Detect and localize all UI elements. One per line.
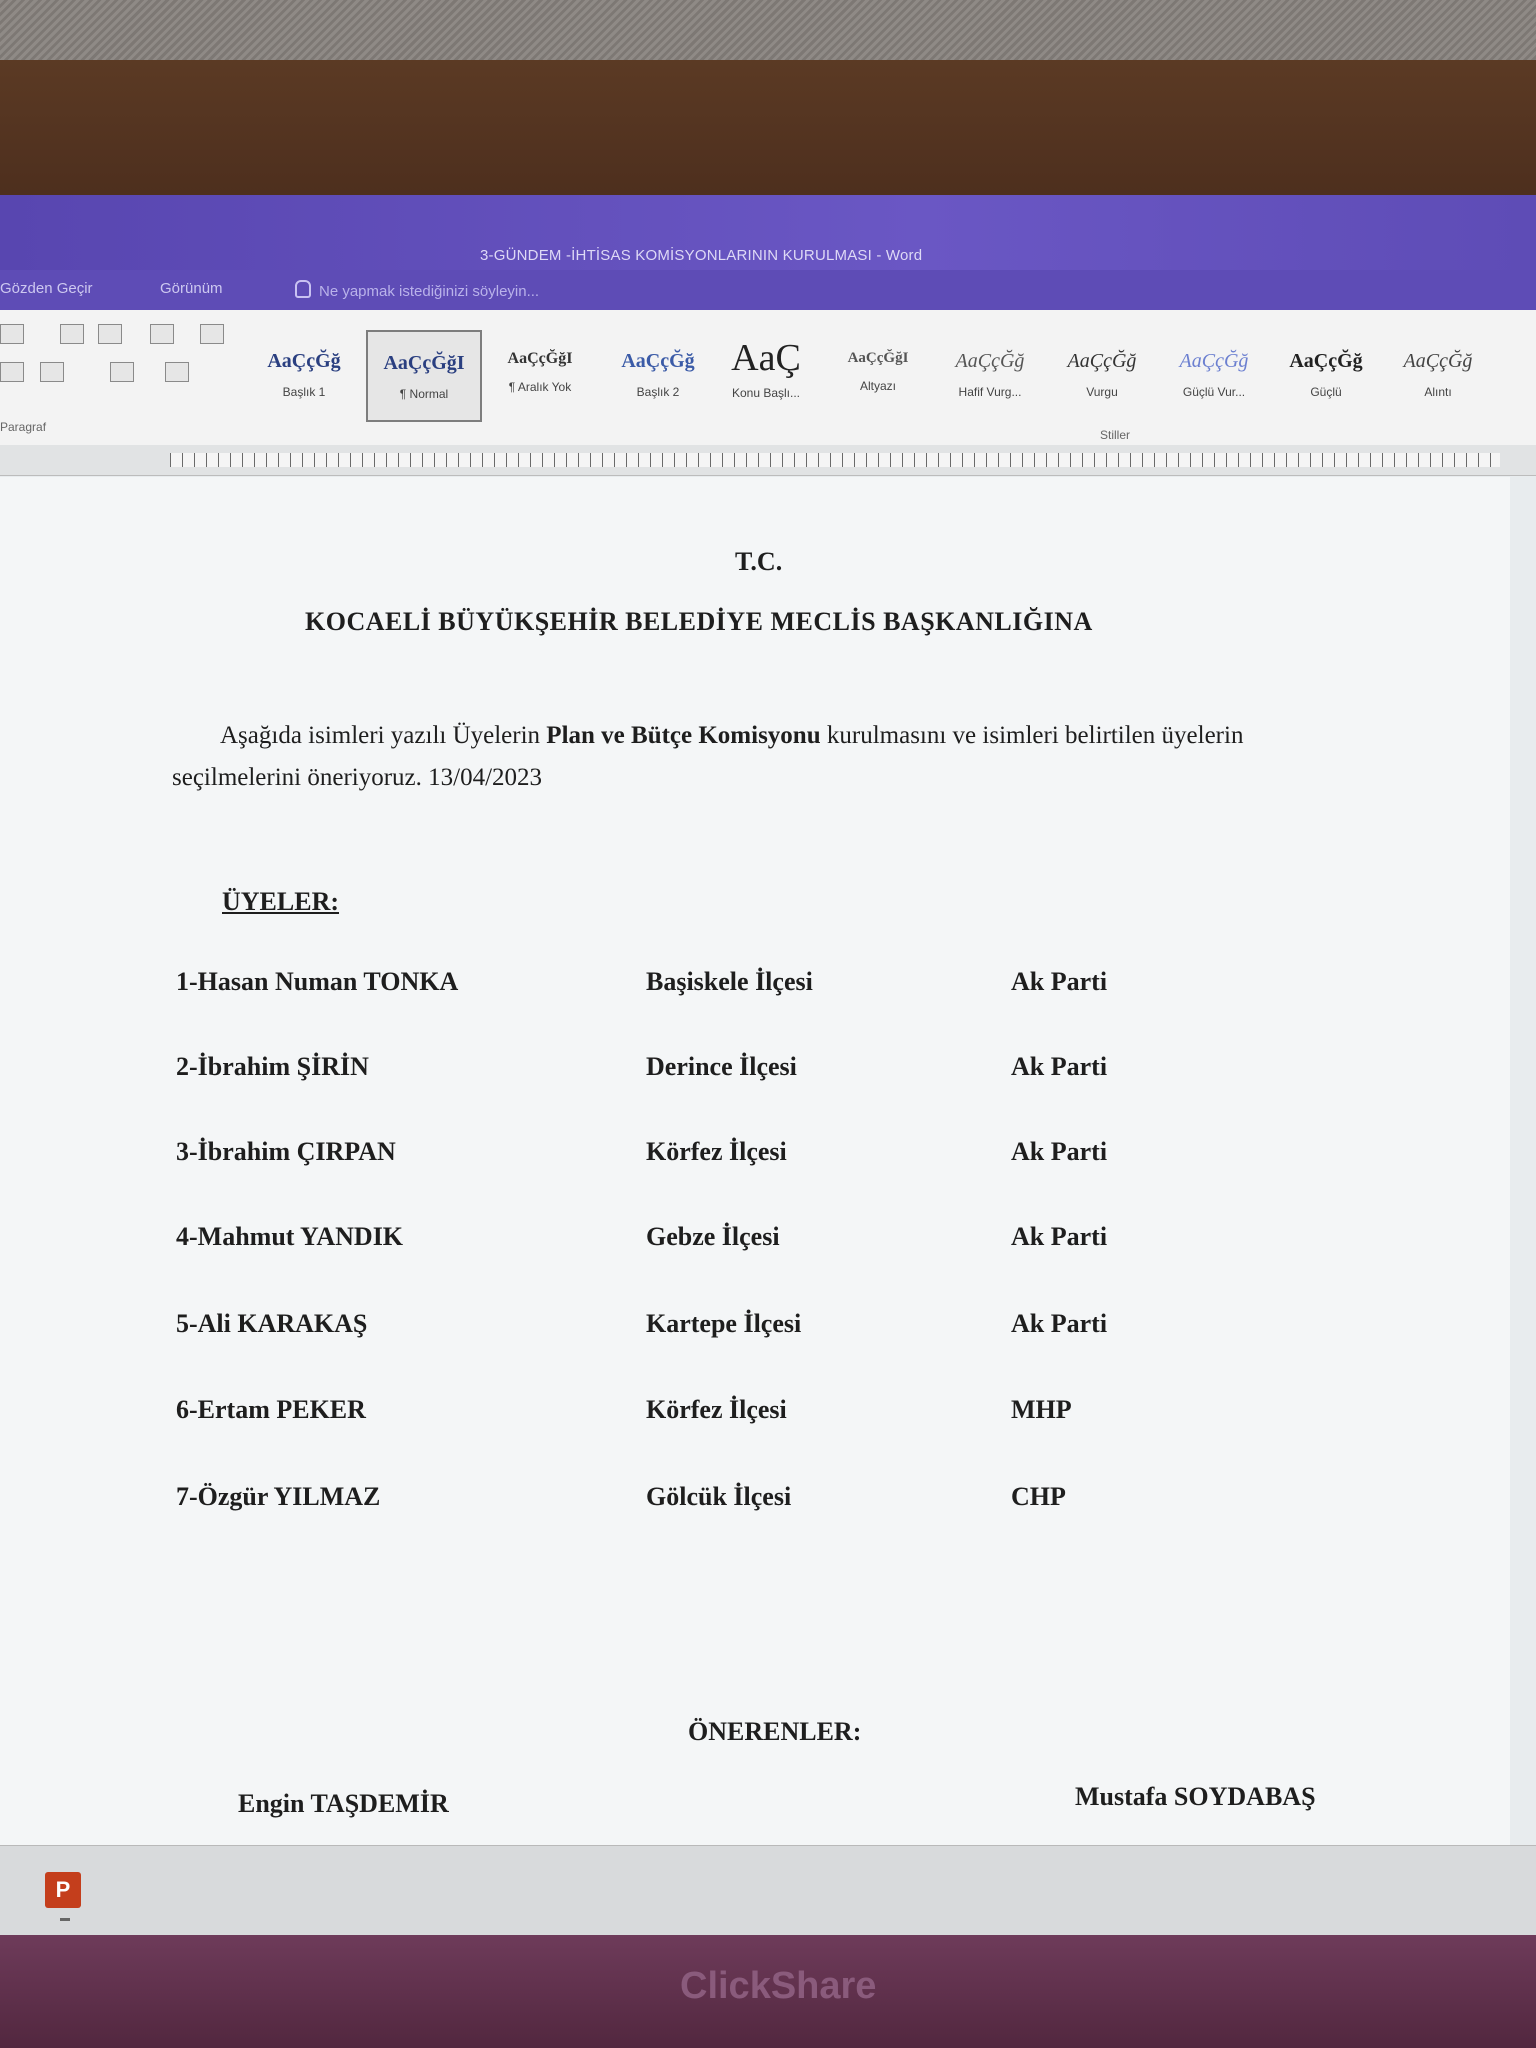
style-subtitle[interactable] bbox=[822, 330, 934, 418]
paragraph-group-label: Paragraf bbox=[0, 420, 47, 434]
style-subtle-emphasis[interactable] bbox=[934, 330, 1046, 418]
styles-group-label: Stiller bbox=[1100, 428, 1131, 442]
member-row bbox=[176, 967, 1176, 1007]
style-name: Konu Başlı... bbox=[731, 386, 801, 400]
style-name: Güçlü bbox=[1310, 385, 1342, 399]
display-bezel bbox=[0, 1935, 1536, 2048]
ruler-scale bbox=[170, 453, 1500, 467]
style-preview: AaÇçĞğ bbox=[267, 350, 341, 372]
member-name: 6-Ertam PEKER bbox=[176, 1395, 366, 1424]
line-spacing-icon[interactable] bbox=[40, 362, 64, 382]
lightbulb-icon bbox=[295, 280, 311, 298]
members-label: ÜYELER: bbox=[222, 887, 340, 916]
member-district: Gölcük İlçesi bbox=[646, 1482, 792, 1511]
style-preview: AaÇçĞğI bbox=[507, 350, 573, 367]
style-no-spacing[interactable] bbox=[484, 330, 596, 418]
style-name: ¶ Aralık Yok bbox=[508, 380, 572, 394]
projected-screen bbox=[0, 195, 1536, 2048]
member-name: 2-İbrahim ŞİRİN bbox=[176, 1052, 369, 1081]
increase-indent-icon[interactable] bbox=[98, 324, 122, 344]
member-row bbox=[176, 1222, 1176, 1262]
decrease-indent-icon[interactable] bbox=[60, 324, 84, 344]
tell-me-search[interactable] bbox=[295, 280, 539, 300]
tab-view[interactable]: Görünüm bbox=[160, 280, 223, 297]
document-paragraph bbox=[172, 715, 1342, 799]
style-name: Altyazı bbox=[859, 379, 896, 393]
document-page[interactable] bbox=[0, 477, 1510, 1847]
title-bar bbox=[0, 195, 1536, 275]
member-party: Ak Parti bbox=[1011, 1222, 1108, 1251]
style-quote[interactable] bbox=[1382, 330, 1494, 418]
member-district: Derince İlçesi bbox=[646, 1052, 797, 1081]
style-preview: AaÇçĞğI bbox=[847, 350, 909, 366]
document-heading: KOCAELİ BÜYÜKŞEHİR BELEDİYE MECLİS BAŞKANLIĞINA bbox=[305, 607, 1093, 636]
member-name: 3-İbrahim ÇIRPAN bbox=[176, 1137, 396, 1166]
member-party: Ak Parti bbox=[1011, 1052, 1108, 1081]
style-preview: AaÇ bbox=[731, 337, 801, 379]
paragraph-text-start: Aşağıda isimleri yazılı Üyelerin bbox=[220, 722, 547, 749]
member-name: 4-Mahmut YANDIK bbox=[176, 1222, 404, 1251]
member-row bbox=[176, 1309, 1176, 1349]
member-row bbox=[176, 1395, 1176, 1435]
style-strong[interactable] bbox=[1270, 330, 1382, 418]
member-district: Körfez İlçesi bbox=[646, 1137, 787, 1166]
member-name: 5-Ali KARAKAŞ bbox=[176, 1309, 368, 1338]
style-name: Başlık 1 bbox=[282, 385, 326, 399]
style-preview: AaÇçĞğ bbox=[1179, 350, 1249, 372]
style-preview: AaÇçĞğ bbox=[621, 350, 695, 372]
style-name: Güçlü Vur... bbox=[1182, 385, 1246, 399]
style-title[interactable] bbox=[710, 330, 822, 418]
signer-right: Mustafa SOYDABAŞ bbox=[1075, 1782, 1316, 1811]
style-preview: AaÇçĞğ bbox=[1403, 350, 1473, 372]
document-tc: T.C. bbox=[735, 547, 783, 576]
sort-icon[interactable] bbox=[150, 324, 174, 344]
shading-icon[interactable] bbox=[110, 362, 134, 382]
justify-icon[interactable] bbox=[0, 362, 24, 382]
paragraph-text-end: kurulmasını ve isimleri belirtilen üyelerin seçilmelerini öneriyoruz. 13/04/2023 bbox=[172, 722, 1244, 791]
style-preview: AaÇçĞğ bbox=[1289, 350, 1363, 372]
style-name: Hafif Vurg... bbox=[958, 385, 1022, 399]
member-name: 1-Hasan Numan TONKA bbox=[176, 967, 459, 996]
signer-left: Engin TAŞDEMİR bbox=[238, 1789, 449, 1818]
style-heading-2[interactable] bbox=[602, 330, 714, 418]
proposers-label: ÖNERENLER: bbox=[688, 1717, 862, 1746]
member-district: Körfez İlçesi bbox=[646, 1395, 787, 1424]
pilcrow-icon[interactable] bbox=[200, 324, 224, 344]
member-party: CHP bbox=[1011, 1482, 1066, 1511]
multilevel-list-icon[interactable] bbox=[0, 324, 24, 344]
tab-review[interactable]: Gözden Geçir bbox=[0, 280, 93, 297]
member-party: MHP bbox=[1011, 1395, 1072, 1424]
style-preview: AaÇçĞğ bbox=[1067, 350, 1137, 372]
member-district: Kartepe İlçesi bbox=[646, 1309, 802, 1338]
horizontal-ruler[interactable] bbox=[0, 445, 1536, 476]
style-name: Vurgu bbox=[1086, 385, 1118, 399]
style-name: Alıntı bbox=[1424, 385, 1452, 399]
tell-me-text: Ne yapmak istediğinizi söyleyin... bbox=[319, 283, 540, 300]
style-preview: AaÇçĞğI bbox=[383, 352, 465, 374]
member-row bbox=[176, 1482, 1176, 1522]
style-name: Başlık 2 bbox=[636, 385, 680, 399]
style-name: ¶ Normal bbox=[399, 387, 449, 401]
member-party: Ak Parti bbox=[1011, 1137, 1108, 1166]
paragraph-committee-name: Plan ve Bütçe Komisyonu bbox=[546, 722, 821, 749]
borders-icon[interactable] bbox=[165, 362, 189, 382]
member-row bbox=[176, 1137, 1176, 1177]
style-normal[interactable] bbox=[366, 330, 482, 422]
active-app-indicator bbox=[60, 1918, 70, 1921]
ribbon-tabs bbox=[0, 270, 1536, 310]
style-emphasis[interactable] bbox=[1046, 330, 1158, 418]
styles-gallery bbox=[248, 330, 1536, 422]
style-intense-emphasis[interactable] bbox=[1158, 330, 1270, 418]
member-district: Başiskele İlçesi bbox=[646, 967, 813, 996]
powerpoint-icon[interactable]: P bbox=[45, 1872, 81, 1908]
member-party: Ak Parti bbox=[1011, 1309, 1108, 1338]
member-row bbox=[176, 1052, 1176, 1092]
clickshare-logo: ClickShare bbox=[680, 1965, 877, 2007]
member-district: Gebze İlçesi bbox=[646, 1222, 780, 1251]
ribbon bbox=[0, 310, 1536, 446]
member-party: Ak Parti bbox=[1011, 967, 1108, 996]
taskbar bbox=[0, 1845, 1536, 1936]
style-preview: AaÇçĞğ bbox=[955, 350, 1025, 372]
document-title: 3-GÜNDEM -İHTİSAS KOMİSYONLARININ KURULMASI - Word bbox=[480, 247, 923, 264]
style-heading-1[interactable] bbox=[248, 330, 360, 418]
member-name: 7-Özgür YILMAZ bbox=[176, 1482, 381, 1511]
